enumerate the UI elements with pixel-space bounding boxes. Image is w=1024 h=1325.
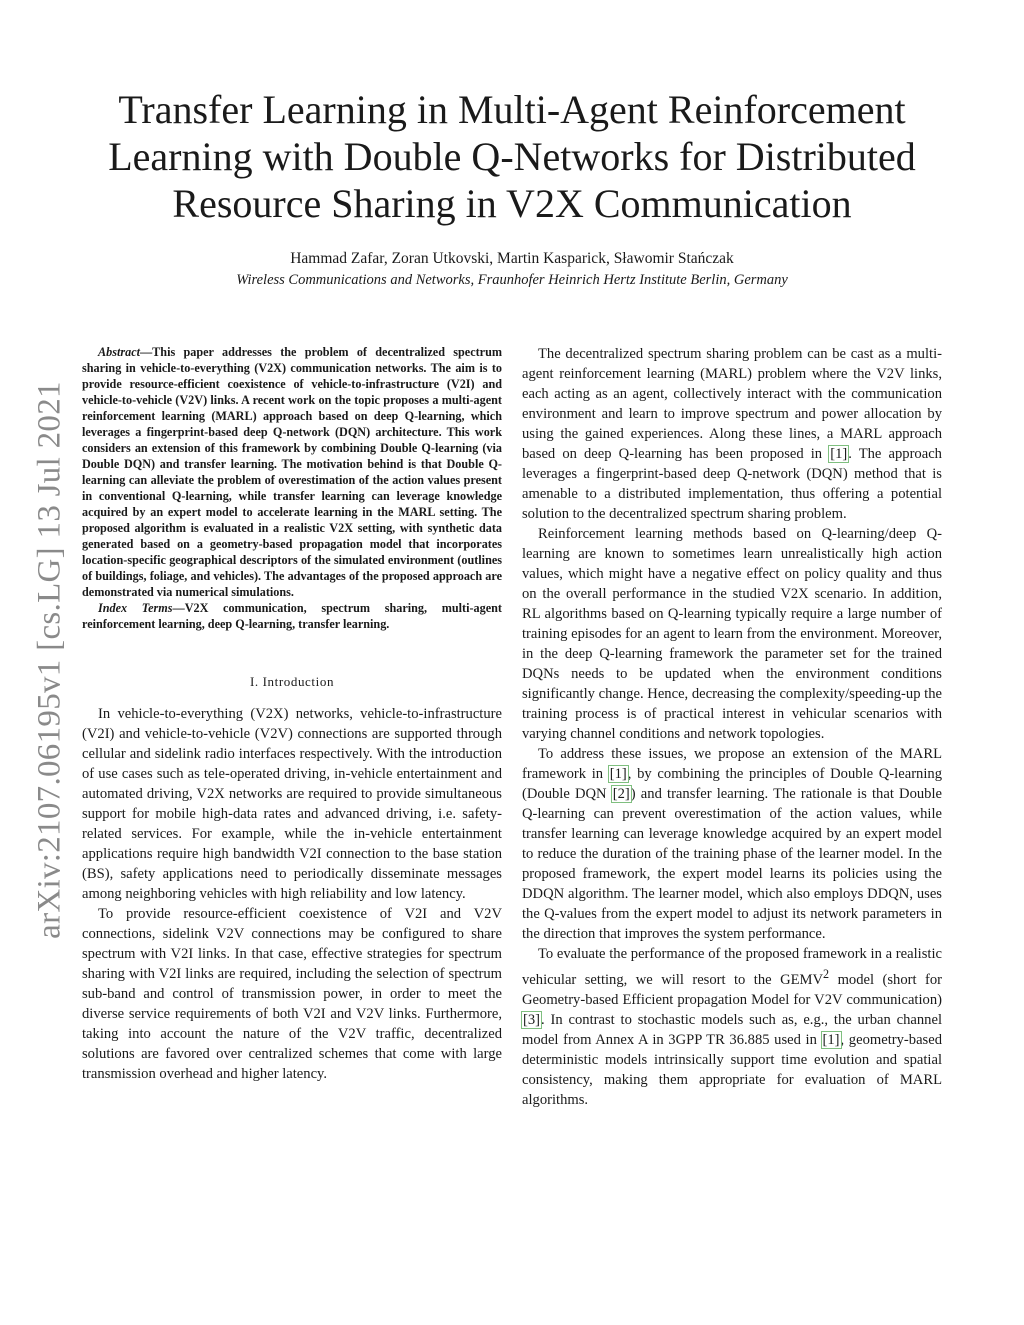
abstract-text: —This paper addresses the problem of decentralized spectrum sharing in vehicle-to-everything (V2X) communication networks. The aim is to provide resource-efficient coexistence of vehicle-to-infrastructure (V2I) and vehicle-to-vehicle (V2V) links. A recent work on the topic proposes a multi-agent reinforcement learning (MARL) approach based on deep Q-learning, which leverages a fingerprint-based deep Q-network (DQN) architecture. This work considers an extension of this framework by combining Double Q-learning (via Double DQN) and transfer learning. The motivation behind is that Double Q-learning can alleviate the problem of overestimation of the action values present in conventional Q-learning, while transfer learning can leverage knowledge acquired by an expert model to accelerate learning in the MARL setting. The proposed algorithm is evaluated in a realistic V2X setting, with synthetic data generated based on a geometry-based propagation model that incorporates location-specific geographical descriptors of the simulated environment (outlines of buildings, foliage, and vehicles). The advantages of the proposed approach are demonstrated via numerical simulations. [82,345,502,599]
gemv-label: GEMV [780,971,824,988]
left-column [82,344,502,1084]
right-column [522,344,942,1110]
author-list: Hammad Zafar, Zoran Utkovski, Martin Kasparick, Sławomir Stańczak [290,250,734,267]
paragraph-text: , geometry-based deterministic models intrinsically support time evolution and spatial consistency, making them appropriate for evaluation of MARL algorithms. [522,1031,943,1108]
arxiv-identifier: arXiv:2107.06195v1 [cs.LG] 13 Jul 2021 [31,381,68,939]
intro-paragraph-6 [522,944,942,1110]
paragraph-text: To evaluate the performance of the proposed framework in a realistic vehicular setting, we will resort to the [522,946,942,988]
abstract [82,344,502,600]
citation-link-1[interactable]: [1] [609,766,627,782]
intro-paragraph-1: In vehicle-to-everything (V2X) networks, vehicle-to-infrastructure (V2I) and vehicle-to-vehicle (V2V) connections are supported through cellular and sidelink radio interfaces respectively. With the introduction of use cases such as tele-operated driving, in-vehicle entertainment and automated driving, V2X networks are required to provide simultaneous support for mobile high-data rates and advanced driving, i.e. safety-related services. For example, while the in-vehicle entertainment applications require high bandwidth V2I connection to the base station (BS), safety applications need to periodically disseminate messages among neighboring vehicles with high reliability and low latency. [82,706,502,902]
paragraph-text: , by combining the principles of Double Q-learning (Double DQN [522,766,943,802]
paragraph-text: To address these issues, we propose an extension of the MARL framework in [522,746,942,782]
paragraph-text: . In contrast to stochastic models such as, e.g., the urban channel model from Annex A in 3GPP TR 36.885 used in [522,1011,942,1048]
intro-paragraph-4: Reinforcement learning methods based on Q-learning/deep Q-learning are known to sometimes learn unrealistically high action values, which might have a negative effect on policy quality and thus on the overall performance in the studied V2X scenario. In addition, RL algorithms based on Q-learning typically require a large number of training episodes for an agent to learn from the environment. Moreover, in the deep Q-learning framework the parameter set for the trained DQNs needs to be updated when the environment conditions significantly change. Hence, decreasing the complexity/speeding-up the training process is of practical interest in vehicular scenarios with varying channel conditions and network topologies. [522,526,942,742]
affiliation: Wireless Communications and Networks, Fraunhofer Heinrich Hertz Institute Berlin, Germany [236,272,788,288]
section-heading-introduction: I. Introduction [249,674,335,689]
arxiv-side-stamp [28,370,72,950]
paragraph-text: . The approach leverages a fingerprint-based deep Q-network (DQN) method that is amenable to a distributed implementation, thus offering a potential solution to the decentralized spectrum sharing problem. [522,446,942,522]
citation-link-1[interactable]: [1] [822,1031,840,1048]
gemv-superscript: 2 [823,967,830,981]
intro-paragraph-2: To provide resource-efficient coexistence of V2I and V2V connections, sidelink V2V connections may be configured to share spectrum with V2I links. In that case, effective strategies for spectrum sharing with V2I links are required, including the selection of spectrum sub-band and control of transmission power, in order to meet the diverse service requirements of both V2I and V2V links. Furthermore, taking into account the nature of the V2V traffic, decentralized solutions are favored over centralized schemes that come with large transmission overhead and higher latency. [82,906,502,1082]
citation-link-1[interactable]: [1] [830,446,848,462]
paragraph-text: model (short for Geometry-based Efficient propagation Model for V2V communication) [522,971,942,1008]
citation-link-2[interactable]: [2] [612,786,630,802]
intro-paragraph-3 [522,344,942,524]
index-terms-lead: Index Terms [98,601,173,615]
index-terms-text: —V2X communication, spectrum sharing, multi-agent reinforcement learning, deep Q-learning, transfer learning. [82,601,502,631]
paper-title: Transfer Learning in Multi-Agent Reinforcement Learning with Double Q-Networks for Distributed Resource Sharing in V2X Communication [108,87,916,226]
gemv-term [780,967,830,988]
paragraph-text: The decentralized spectrum sharing problem can be cast as a multi-agent reinforcement learning (MARL) problem where the V2V links, each acting as an agent, collectively interact with the communication environment and learn to improve spectrum and power allocation by using the gained experiences. Along these lines, a MARL approach based on deep Q-learning has been proposed in [522,346,942,462]
abstract-lead: Abstract [98,345,140,359]
index-terms [82,600,502,632]
paragraph-text: ) and transfer learning. The rationale is that Double Q-learning can prevent overestimation of the action values, while transfer learning can leverage knowledge acquired by an expert model to reduce the duration of the training phase of the learner model. In the proposed framework, the expert model learns its policies using the DDQN algorithm. The learner model, which also employs DDQN, uses the Q-values from the expert model to adjust its network parameters in the direction that improves the system performance. [522,786,942,942]
intro-paragraph-5 [522,744,942,944]
citation-link-3[interactable]: [3] [523,1011,541,1028]
